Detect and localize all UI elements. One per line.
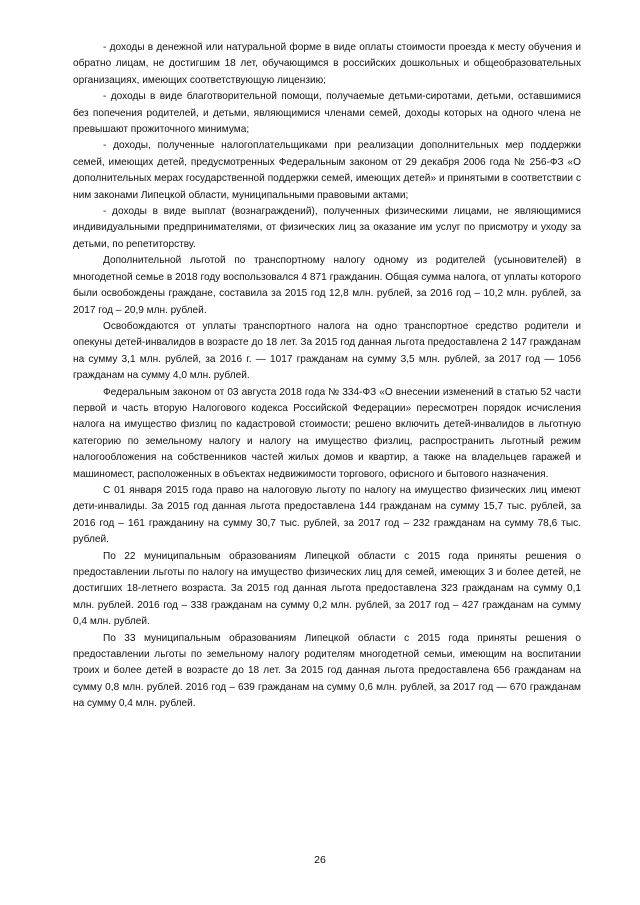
paragraph-5: Дополнительной льготой по транспортному налогу одному из родителей (усыновителей) в многодетной семье в 2018 году воспользовался 4 871 гражданин. Общая сумма налога, от уплаты которого были освобождены граждане, составила за 2015 год 12,8 млн. рублей, за 2016 год – 10,2 млн. рублей, за 2017 год – 20,9 млн. рублей.: [73, 255, 581, 316]
paragraph-1: - доходы в денежной или натуральной форме в виде оплаты стоимости проезда к месту обучения и обратно лицам, не достигшим 18 лет, обучающимся в российских дошкольных и общеобразовательных организациях, имеющих соответствующую лицензию;: [73, 42, 581, 86]
paragraph-4: - доходы в виде выплат (вознаграждений), полученных физическими лицами, не являющимися индивидуальными предпринимателями, от физических лиц за оказание им услуг по присмотру и уходу за детьми, по репетиторству.: [73, 206, 581, 250]
paragraph-7: Федеральным законом от 03 августа 2018 года № 334-ФЗ «О внесении изменений в статью 52 части первой и часть вторую Налогового кодекса Российской Федерации» пересмотрен порядок исчисления налога на имущество физлиц по кадастровой стоимости; решено включить детей-инвалидов в льготную категорию по земельному налогу и налогу на имущество физлиц, распространить льготный режим налогообложения на собственников частей жилых домов и квартир, а также на владельцев гаражей и машиномест, расположенных в объектах недвижимости торгового, офисного и бытового назначения.: [73, 386, 581, 480]
paragraph-9: По 22 муниципальным образованиям Липецкой области с 2015 года приняты решения о предоставлении льготы по налогу на имущество физических лиц для семей, имеющих 3 и более детей, не достигших 18-летнего возраста. За 2015 год данная льгота предоставлена 323 гражданам на сумму 0,1 млн. рублей. 2016 год – 338 гражданам на сумму 0,2 млн. рублей, за 2017 год – 427 гражданам на сумму 0,4 млн. рублей.: [73, 550, 581, 628]
document-body: [73, 40, 581, 713]
paragraph-3: - доходы, полученные налогоплательщиками при реализации дополнительных мер поддержки семей, имеющих детей, предусмотренных Федеральным законом от 29 декабря 2006 года № 256-ФЗ «О дополнительных мерах государственной поддержки семей, имеющих детей» и принятыми в соответствии с ним законами Липецкой области, муниципальными правовыми актами;: [73, 140, 581, 201]
paragraph-8: С 01 января 2015 года право на налоговую льготу по налогу на имущество физических лиц имеют дети-инвалиды. За 2015 год данная льгота предоставлена 144 гражданам на сумму 15,7 тыс. рублей, за 2016 год – 161 гражданину на сумму 30,7 тыс. рублей, за 2017 год – 232 гражданам на сумму 78,6 тыс. рублей.: [73, 484, 581, 546]
paragraph-6: Освобождаются от уплаты транспортного налога на одно транспортное средство родители и опекуны детей-инвалидов в возрасте до 18 лет. За 2015 год данная льгота предоставлена 2 147 гражданам на сумму 3,1 млн. рублей, за 2016 г. — 1017 гражданам на сумму 3,5 млн. рублей, за 2017 год — 1056 гражданам на сумму 4,0 млн. рублей.: [73, 320, 581, 382]
page-number: 26: [314, 854, 326, 866]
paragraph-10: По 33 муниципальным образованиям Липецкой области с 2015 года приняты решения о предоставлении льготы по земельному налогу родителям многодетной семьи, имеющим на воспитании троих и более детей в возрасте до 18 лет. За 2015 год данная льгота предоставлена 656 гражданам на сумму 0,8 млн. рублей. 2016 год – 639 гражданам на сумму 0,6 млн. рублей, за 2017 год — 670 гражданам на сумму 0,4 млн. рублей.: [73, 632, 581, 710]
paragraph-2: - доходы в виде благотворительной помощи, получаемые детьми-сиротами, детьми, оставшимися без попечения родителей, и детьми, являющимися членами семей, доходы которых на одного члена не превышают прожиточного минимума;: [73, 91, 581, 136]
